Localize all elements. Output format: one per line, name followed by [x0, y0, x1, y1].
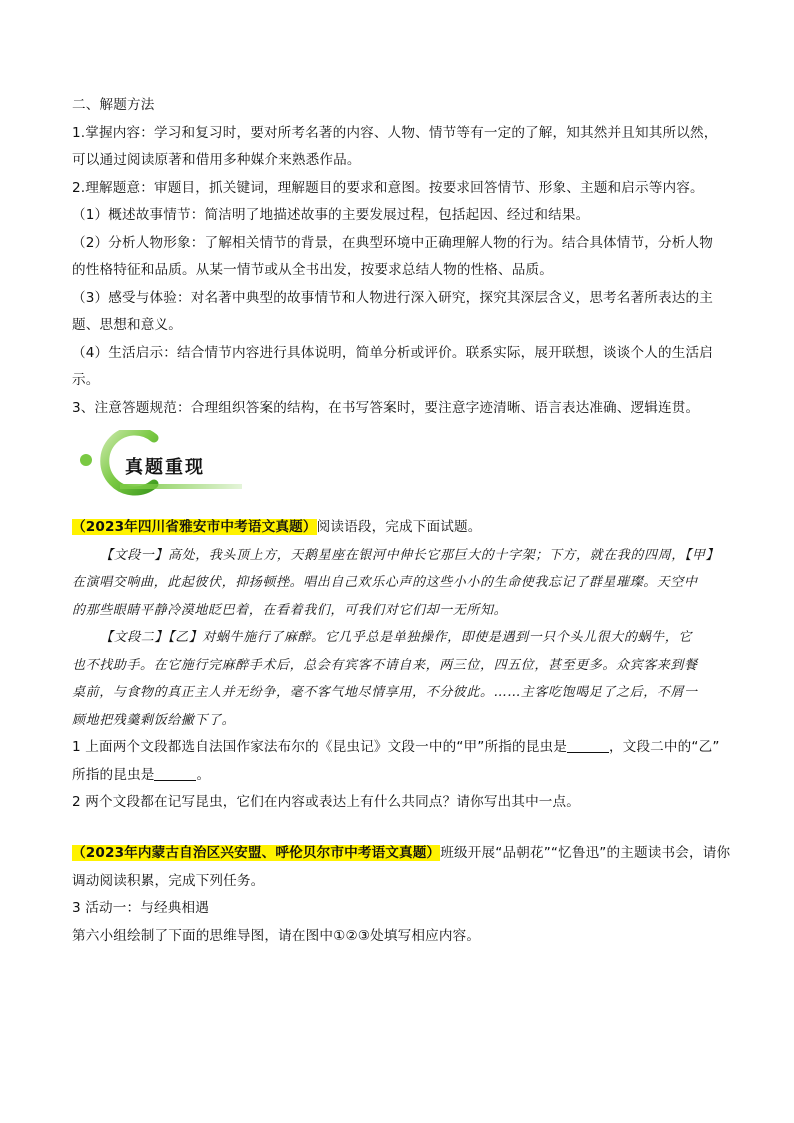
question-1-cont: 所指的昆虫是 。: [72, 766, 211, 783]
method-line-1: 1.掌握内容：学习和复习时，要对所考名著的内容、人物、情节等有一定的了解，知其然并且知其所以然，: [72, 124, 718, 141]
banner-underline: [120, 484, 242, 489]
question-group-2: [72, 840, 732, 950]
method-line-9: （4）生活启示：结合情节内容进行具体说明，简单分析或评价。联系实际，展开联想，谈谈个人的生活启: [72, 344, 714, 361]
method-line-10: 示。: [72, 372, 100, 388]
passage-line: 【文段二】【乙】对蜗牛施行了麻醉。它几乎总是单独操作，即使是遇到一只个头儿很大的蜗牛，它: [100, 630, 692, 645]
method-line-2: 可以通过阅读原著和借用多种媒介来熟悉作品。: [72, 152, 361, 168]
question-1: 1 上面两个文段都选自法国作家法布尔的《昆虫记》文段一中的“甲”所指的昆虫是 ，文段二中的“乙”: [72, 739, 720, 755]
method-line-4: （1）概述故事情节：简洁明了地描述故事的主要发展过程，包括起因、经过和结果。: [72, 207, 590, 223]
question-group-1: [72, 514, 732, 817]
activity-title: 3 活动一：与经典相遇: [72, 900, 209, 916]
source-badge: （2023年四川省雅安市中考语文真题）: [72, 519, 317, 535]
question-intro: 阅读语段，完成下面试题。: [316, 519, 482, 535]
passage-line: 的那些眼睛平静冷漠地眨巴着，在看着我们，可我们对它们却一无所知。: [72, 602, 508, 618]
question-intro-cont: 调动阅读积累，完成下列任务。: [72, 872, 265, 889]
method-line-3: 2.理解题意：审题目，抓关键词，理解题目的要求和意图。按要求回答情节、形象、主题和启示等内容。: [72, 179, 704, 196]
passage-line: 在演唱交响曲，此起彼伏，抑扬顿挫。唱出自己欢乐心声的这些小小的生命使我忘记了群星璀璨。天空中: [72, 575, 698, 590]
method-line-11: 3、注意答题规范：合理组织答案的结构，在书写答案时，要注意字迹清晰、语言表达准确、逻辑连贯。: [72, 399, 700, 416]
passage-line: 桌前，与食物的真正主人并无纷争，毫不客气地尽情享用，不分彼此。……主客吃饱喝足了之后，不屑一: [72, 685, 698, 700]
answer-blank[interactable]: [567, 738, 609, 753]
source-badge: （2023年内蒙古自治区兴安盟、呼伦贝尔市中考语文真题）: [72, 845, 441, 861]
question-intro: 班级开展“品朝花”“忆鲁迅”的主题读书会，请你: [440, 845, 731, 861]
question-2: 2 两个文段都在记写昆虫，它们在内容或表达上有什么共同点？请你写出其中一点。: [72, 794, 581, 810]
passage-line: 【文段一】高处，我头顶上方，天鹅星座在银河中伸长它那巨大的十字架；下方，就在我的四周，【甲】: [100, 547, 720, 563]
section-heading: 二、解题方法: [72, 97, 155, 113]
methods-section: [72, 92, 732, 422]
task-text: 第六小组绘制了下面的思维导图，请在图中①②③处填写相应内容。: [72, 927, 481, 944]
method-line-5: （2）分析人物形象：了解相关情节的背景，在典型环境中正确理解人物的行为。结合具体情节，分析人物: [72, 234, 714, 251]
answer-blank[interactable]: [154, 766, 196, 781]
method-line-8: 题、思想和意义。: [72, 317, 182, 333]
method-line-6: 的性格特征和品质。从某一情节或从全书出发，按要求总结人物的性格、品质。: [72, 262, 554, 278]
passage-line: 顾地把残羹剩饭给撇下了。: [72, 712, 236, 728]
method-line-7: （3）感受与体验：对名著中典型的故事情节和人物进行深入研究，探究其深层含义，思考名著所表达的主: [72, 289, 714, 306]
passage-line: 也不找助手。在它施行完麻醉手术后，总会有宾客不请自来，两三位，四五位，甚至更多。众宾客来到餐: [72, 657, 698, 673]
banner-title: 真题重现: [125, 457, 205, 478]
banner-dot-icon: [80, 454, 92, 466]
